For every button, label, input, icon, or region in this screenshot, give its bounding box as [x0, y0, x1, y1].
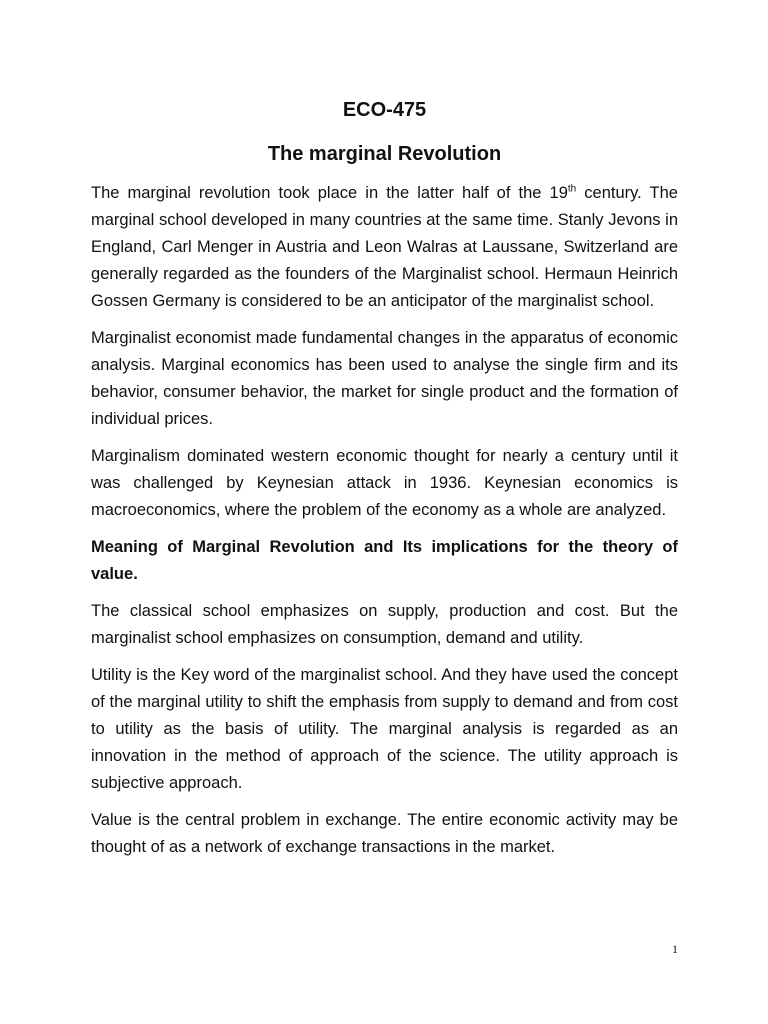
paragraph-intro-text: The marginal revolution took place in the latter half of the 19 [91, 184, 568, 202]
course-code: ECO-475 [342, 99, 427, 121]
paragraph-marginalist-economists: Marginalist economist made fundamental changes in the apparatus of economic analysis. Marginal economics has been used to analyse the single firm and its behavior, consumer behavior, the market for single product and the formation of individual prices. [91, 329, 678, 428]
ordinal-superscript: th [567, 183, 577, 195]
paragraph-marginalism-dominance: Marginalism dominated western economic thought for nearly a century until it was challenged by Keynesian attack in 1936. Keynesian economics is macroeconomics, where the problem of the economy as a whole are analyzed. [91, 447, 678, 519]
paragraph-classical-vs-marginalist: The classical school emphasizes on supply, production and cost. But the marginalist school emphasizes on consumption, demand and utility. [91, 602, 678, 647]
paragraph-utility: Utility is the Key word of the marginalist school. And they have used the concept of the marginal utility to shift the emphasis from supply to demand and from cost to utility as the basis of utility. The marginal analysis is regarded as an innovation in the method of approach of the science. The utility approach is subjective approach. [91, 666, 678, 792]
paragraph-value-exchange: Value is the central problem in exchange. The entire economic activity may be thought of as a network of exchange transactions in the market. [91, 811, 678, 856]
paragraph-intro-text-cont: century. The marginal school developed in many countries at the same time. Stanly Jevons in England, Carl Menger in Austria and Leon Walras at Laussane, Switzerland are generally regarded as the founders of the Marginalist school. Hermaun Heinrich Gossen Germany is considered to be an anticipator of the marginalist school. [91, 184, 678, 310]
section-heading: Meaning of Marginal Revolution and Its implications for the theory of value. [91, 538, 678, 583]
page-title: The marginal Revolution [267, 143, 502, 165]
page-number: 1 [672, 942, 678, 956]
paragraph-intro [91, 180, 678, 315]
